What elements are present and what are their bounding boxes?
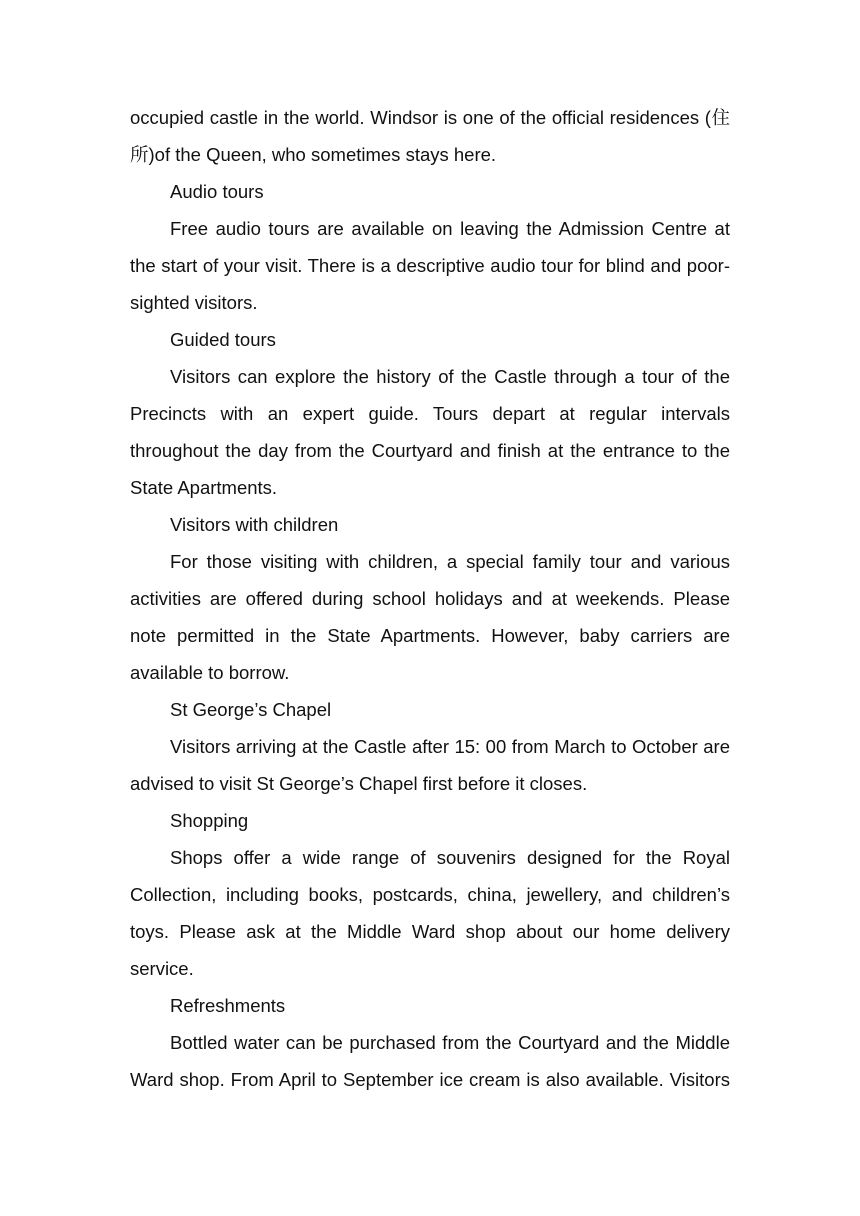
section-body-guided-tours: Visitors can explore the history of the Castle through a tour of the Precincts with an expert guide. Tours depart at regular intervals throughout the day from the Courtyard and finish at the entrance to the State Apartments.	[130, 366, 730, 498]
section-body-visitors-with-children: For those visiting with children, a special family tour and various activities are offered during school holidays and at weekends. Please note permitted in the State Apartments. However, baby carriers are available to borrow.	[130, 551, 730, 683]
intro-paragraph: occupied castle in the world. Windsor is one of the official residences (住所)of the Queen, who sometimes stays here.	[130, 107, 730, 165]
section-heading-shopping: Shopping	[170, 810, 249, 831]
section-body-st-georges-chapel: Visitors arriving at the Castle after 15: 00 from March to October are advised to visit St George’s Chapel first before it closes.	[130, 736, 730, 794]
section-heading-audio-tours: Audio tours	[170, 181, 264, 202]
section-heading-visitors-with-children: Visitors with children	[170, 514, 339, 535]
section-heading-st-georges-chapel: St George’s Chapel	[170, 699, 332, 720]
section-body-refreshments: Bottled water can be purchased from the Courtyard and the Middle Ward shop. From April to September ice cream is also available. Visitors	[130, 1032, 730, 1090]
document-page	[130, 99, 730, 1098]
section-body-shopping: Shops offer a wide range of souvenirs designed for the Royal Collection, including books, postcards, china, jewellery, and children’s toys. Please ask at the Middle Ward shop about our home delivery service.	[130, 847, 730, 979]
section-heading-guided-tours: Guided tours	[170, 329, 276, 350]
section-heading-refreshments: Refreshments	[170, 995, 286, 1016]
section-body-audio-tours: Free audio tours are available on leaving the Admission Centre at the start of your visit. There is a descriptive audio tour for blind and poor-sighted visitors.	[130, 218, 730, 313]
